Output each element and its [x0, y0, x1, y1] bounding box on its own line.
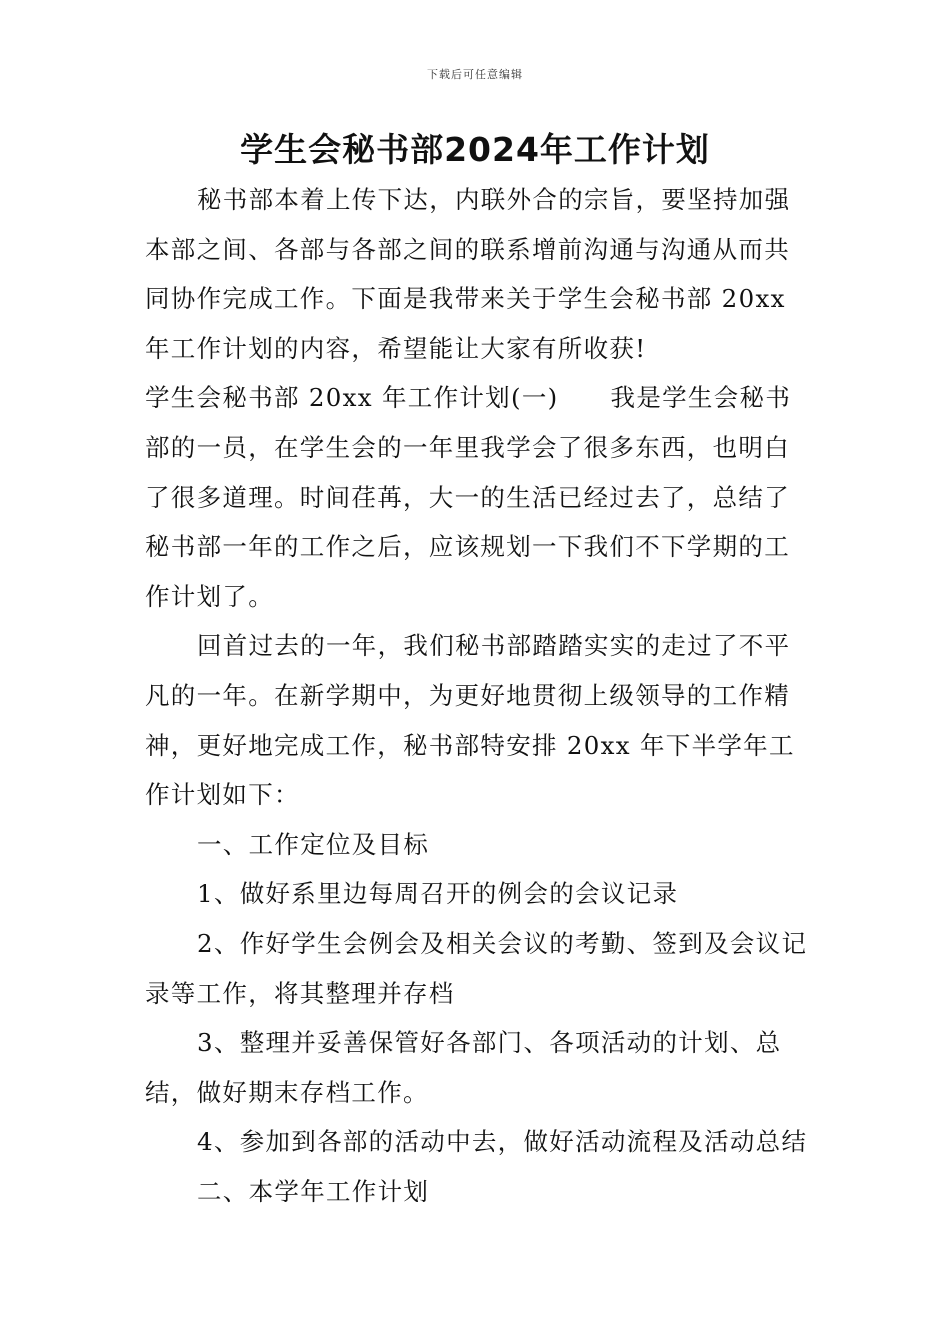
paragraph-section	[145, 373, 810, 621]
list-item-4: 4、参加到各部的活动中去，做好活动流程及活动总结	[197, 1127, 808, 1157]
document-title: 学生会秘书部2024年工作计划	[240, 130, 710, 169]
document-body	[145, 175, 810, 1216]
list-item-3: 3、整理并妥善保管好各部门、各项活动的计划、总结，做好期末存档工作。	[145, 1028, 782, 1107]
heading-work-positioning: 一、工作定位及目标	[197, 829, 430, 859]
list-item-2: 2、作好学生会例会及相关会议的考勤、签到及会议记录等工作，将其整理并存档	[145, 928, 808, 1008]
paragraph-review: 回首过去的一年，我们秘书部踏踏实实的走过了不平凡的一年。在新学期中，为更好地贯彻上级领导的工作精神，更好地完成工作，秘书部特安排 20xx 年下半学年工作计划如下：	[145, 631, 795, 810]
header-note: 下载后可任意编辑	[427, 68, 523, 81]
heading-year-plan: 二、本学年工作计划	[197, 1176, 430, 1206]
paragraph-intro: 秘书部本着上传下达，内联外合的宗旨，要坚持加强本部之间、各部与各部之间的联系增前沟通与沟通从而共同协作完成工作。下面是我带来关于学生会秘书部 20xx 年工作计划的内容，希望能让大家有所收获!	[145, 185, 791, 363]
section-body: 我是学生会秘书部的一员，在学生会的一年里我学会了很多东西，也明白了很多道理。时间荏苒，大一的生活已经过去了，总结了秘书部一年的工作之后，应该规划一下我们不下学期的工作计划了。	[145, 383, 792, 611]
list-item-1: 1、做好系里边每周召开的例会的会议记录	[197, 879, 679, 909]
section-heading: 学生会秘书部 20xx 年工作计划(一)	[145, 383, 559, 413]
